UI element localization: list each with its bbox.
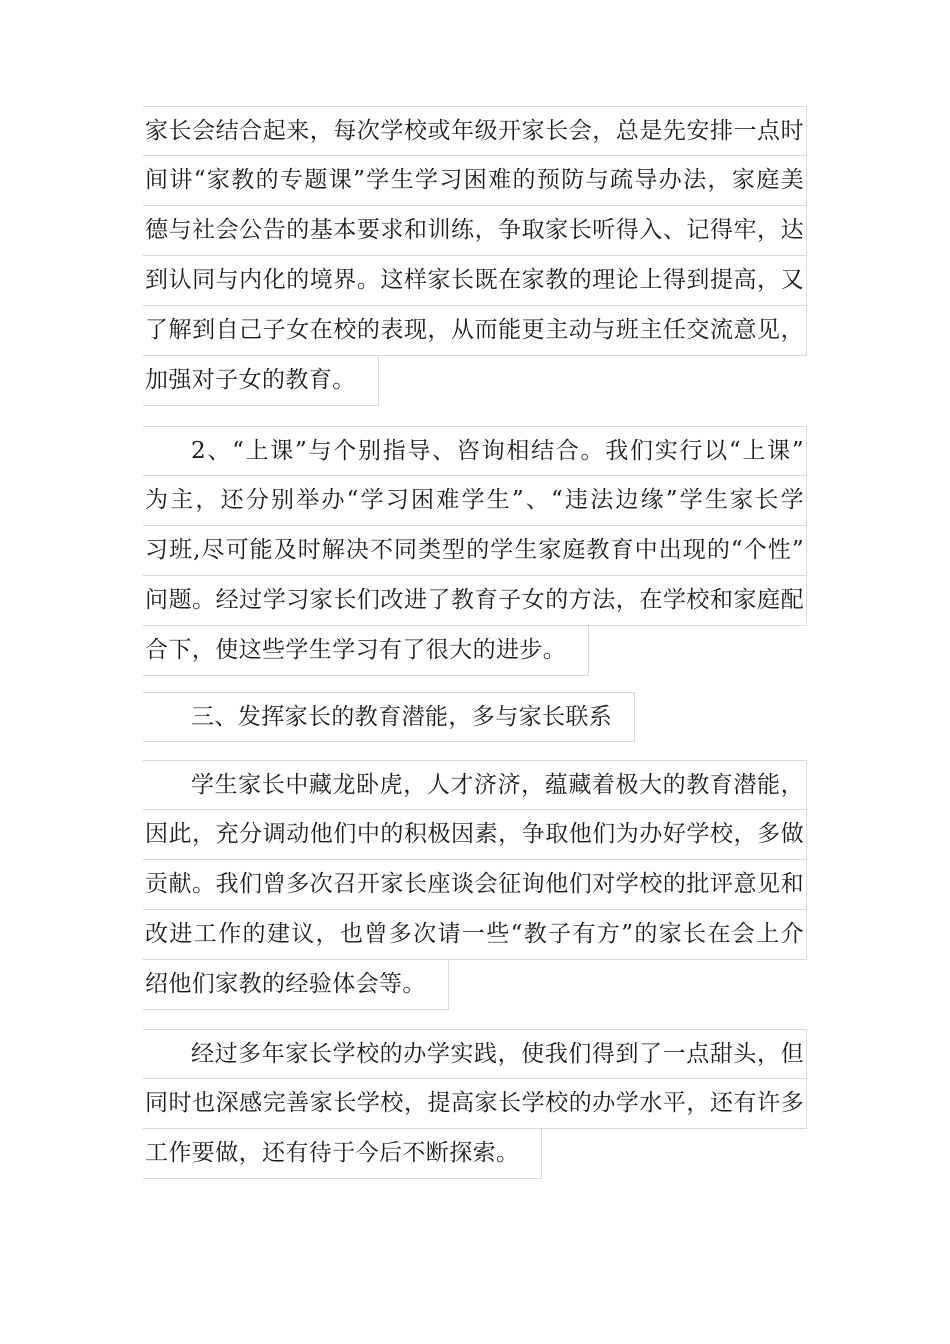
paragraph-parent-meeting xyxy=(143,106,807,406)
text-line: 改进工作的建议，也曾多次请一些“教子有方”的家长在会上介 xyxy=(143,910,807,960)
text-line: 家长会结合起来，每次学校或年级开家长会，总是先安排一点时 xyxy=(143,106,807,156)
paragraph-parent-potential xyxy=(143,760,807,1010)
text-line: 到认同与内化的境界。这样家长既在家教的理论上得到提高，又 xyxy=(143,256,807,306)
text-line: 为主，还分别举办“学习困难学生”、“违法边缘”学生家长学 xyxy=(143,476,807,526)
paragraph-conclusion xyxy=(143,1029,807,1179)
text-line: 学生家长中藏龙卧虎，人才济济，蕴藏着极大的教育潜能， xyxy=(143,760,807,810)
heading-line: 三、发挥家长的教育潜能，多与家长联系 xyxy=(143,692,635,742)
text-line: 经过多年家长学校的办学实践，使我们得到了一点甜头，但 xyxy=(143,1029,807,1079)
text-line: 加强对子女的教育。 xyxy=(143,356,379,406)
text-line: 同时也深感完善家长学校，提高家长学校的办学水平，还有许多 xyxy=(143,1079,807,1129)
text-line: 因此，充分调动他们中的积极因素，争取他们为办好学校，多做 xyxy=(143,810,807,860)
text-line: 合下，使这些学生学习有了很大的进步。 xyxy=(143,626,589,676)
text-line: 问题。经过学习家长们改进了教育子女的方法，在学校和家庭配 xyxy=(143,576,807,626)
text-line: 了解到自己子女在校的表现，从而能更主动与班主任交流意见， xyxy=(143,306,807,356)
paragraph-class-guidance xyxy=(143,426,807,676)
text-line: 贡献。我们曾多次召开家长座谈会征询他们对学校的批评意见和 xyxy=(143,860,807,910)
text-line: 习班,尽可能及时解决不同类型的学生家庭教育中出现的“个性” xyxy=(143,526,807,576)
text-line: 德与社会公告的基本要求和训练，争取家长听得入、记得牢，达 xyxy=(143,206,807,256)
text-line: 绍他们家教的经验体会等。 xyxy=(143,960,449,1010)
text-line: 2、“上课”与个别指导、咨询相结合。我们实行以“上课” xyxy=(143,426,807,476)
text-line: 间讲“家教的专题课”学生学习困难的预防与疏导办法，家庭美 xyxy=(143,156,807,206)
text-line: 工作要做，还有待于今后不断探索。 xyxy=(143,1129,542,1179)
section-heading xyxy=(143,692,807,742)
